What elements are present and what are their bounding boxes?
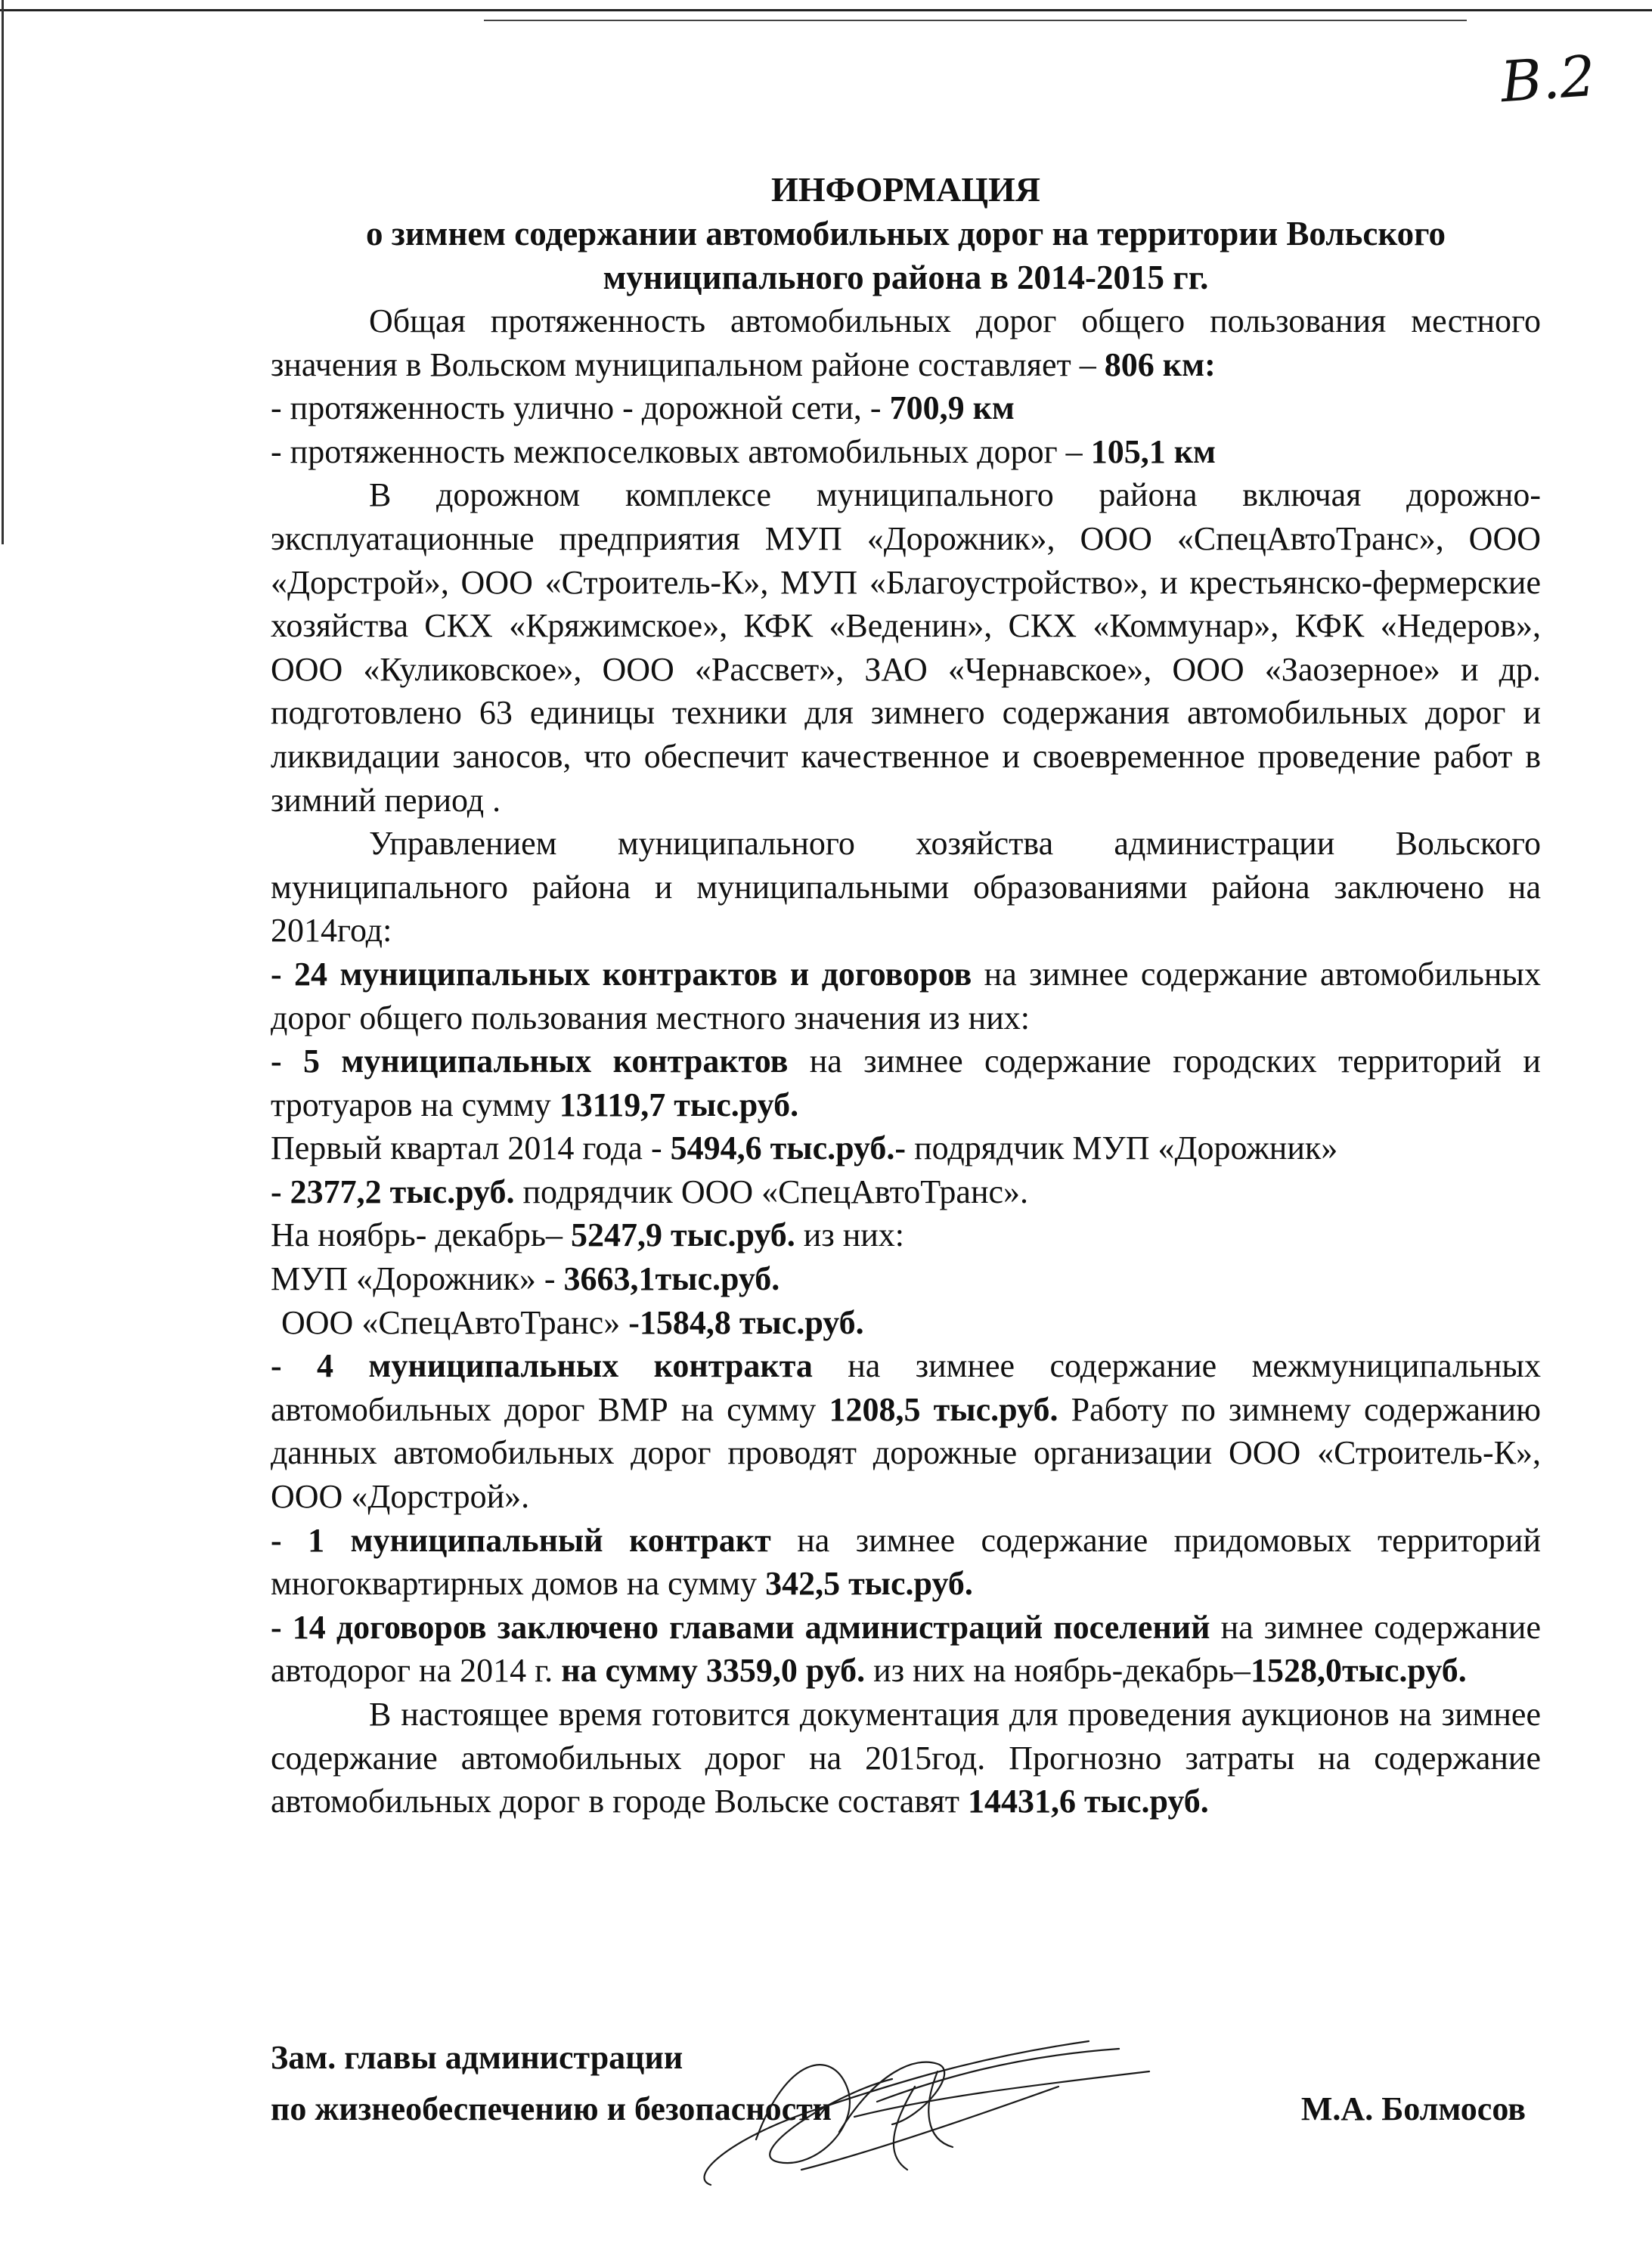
signer-name: М.А. Болмосов <box>1300 2090 1526 2127</box>
nov-dec-dorozhnik: МУП «Дорожник» - 3663,1тыс.руб. <box>271 1260 780 1298</box>
document-body <box>271 168 1541 1823</box>
paragraph-road-complex: В дорожном комплексе муниципального района включая дорожно-эксплуатационные предприятия МУП «Дорожник», ООО «СпецАвтоТранс», ООО «Дорстрой», ООО «Строитель-К», МУП «Благоустройство», и крестьянско-фермерские хозяйства СКХ «Кряжимское», КФК «Веденин», СКХ «Коммунар», КФК «Недеров», ООО «Куликовское», ООО «Рассвет», ЗАО «Чернавское», ООО «Заозерное» и др. подготовлено 63 единицы техники для зимнего содержания автомобильных дорог и ликвидации заносов, что обеспечит качественное и своевременное проведение работ в зимний период . <box>271 476 1541 819</box>
paragraph-total-length: Общая протяженность автомобильных дорог общего пользования местного значения в Вольском муниципальном районе составляет – 806 км: <box>271 302 1541 383</box>
first-quarter-line: Первый квартал 2014 года - 5494,6 тыс.руб.- подрядчик МУП «Дорожник» <box>271 1129 1338 1167</box>
paragraph-contracts-intro: Управлением муниципального хозяйства администрации Вольского муниципального района и муниципальными образованиями района заключено на 2014год: <box>271 825 1541 950</box>
item-14-agreements: - 14 договоров заключено главами администраций поселений на зимнее содержание автодорог на 2014 г. на сумму 3359,0 руб. из них на ноябрь-декабрь–1528,0тыс.руб. <box>271 1608 1541 1690</box>
first-quarter-line-2: - 2377,2 тыс.руб. подрядчик ООО «СпецАвтоТранс». <box>271 1173 1029 1210</box>
document-title: ИНФОРМАЦИЯ <box>770 170 1041 209</box>
line-street-network: - протяженность улично - дорожной сети, - 700,9 км <box>271 389 1015 427</box>
item-24-contracts: - 24 муниципальных контрактов и договоров на зимнее содержание автомобильных дорог общего пользования местного значения из них: <box>271 955 1541 1036</box>
scan-edge-top <box>0 9 1652 11</box>
scan-edge-left <box>2 0 4 544</box>
scan-edge-top-inner <box>484 20 1467 21</box>
line-intersettlement-roads: - протяженность межпоселковых автомобильных дорог – 105,1 км <box>271 432 1217 470</box>
paragraph-auction-2015: В настоящее время готовится документация для проведения аукционов на зимнее содержание автомобильных дорог на 2015год. Прогнозно затраты на содержание автомобильных дорог в городе Вольске составят 14431,6 тыс.руб. <box>271 1696 1541 1820</box>
nov-dec-spetsavtotrans: ООО «СпецАвтоТранс» -1584,8 тыс.руб. <box>281 1303 864 1341</box>
document-subtitle: о зимнем содержании автомобильных дорог на территории Вольского муниципального района в 2014-2015 гг. <box>366 215 1446 296</box>
signer-title-line2: по жизнеобеспечению и безопасности <box>271 2090 832 2127</box>
signer-title-line1: Зам. главы администрации <box>271 2039 683 2076</box>
nov-dec-line: На ноябрь- декабрь– 5247,9 тыс.руб. из них: <box>271 1216 905 1254</box>
handwritten-signature <box>665 2026 1210 2200</box>
item-5-contracts: - 5 муниципальных контрактов на зимнее содержание городских территорий и тротуаров на сумму 13119,7 тыс.руб. <box>271 1043 1541 1123</box>
item-4-contracts: - 4 муниципальных контракта на зимнее содержание межмуниципальных автомобильных дорог ВМР на сумму 1208,5 тыс.руб. Работу по зимнему содержанию данных автомобильных дорог проводят дорожные организации ООО «Строитель-К», ООО «Дорстрой». <box>271 1347 1542 1516</box>
handwritten-page-mark: В.2 <box>1499 43 1598 116</box>
item-1-contract: - 1 муниципальный контракт на зимнее содержание придомовых территорий многоквартирных домов на сумму 342,5 тыс.руб. <box>271 1521 1541 1603</box>
